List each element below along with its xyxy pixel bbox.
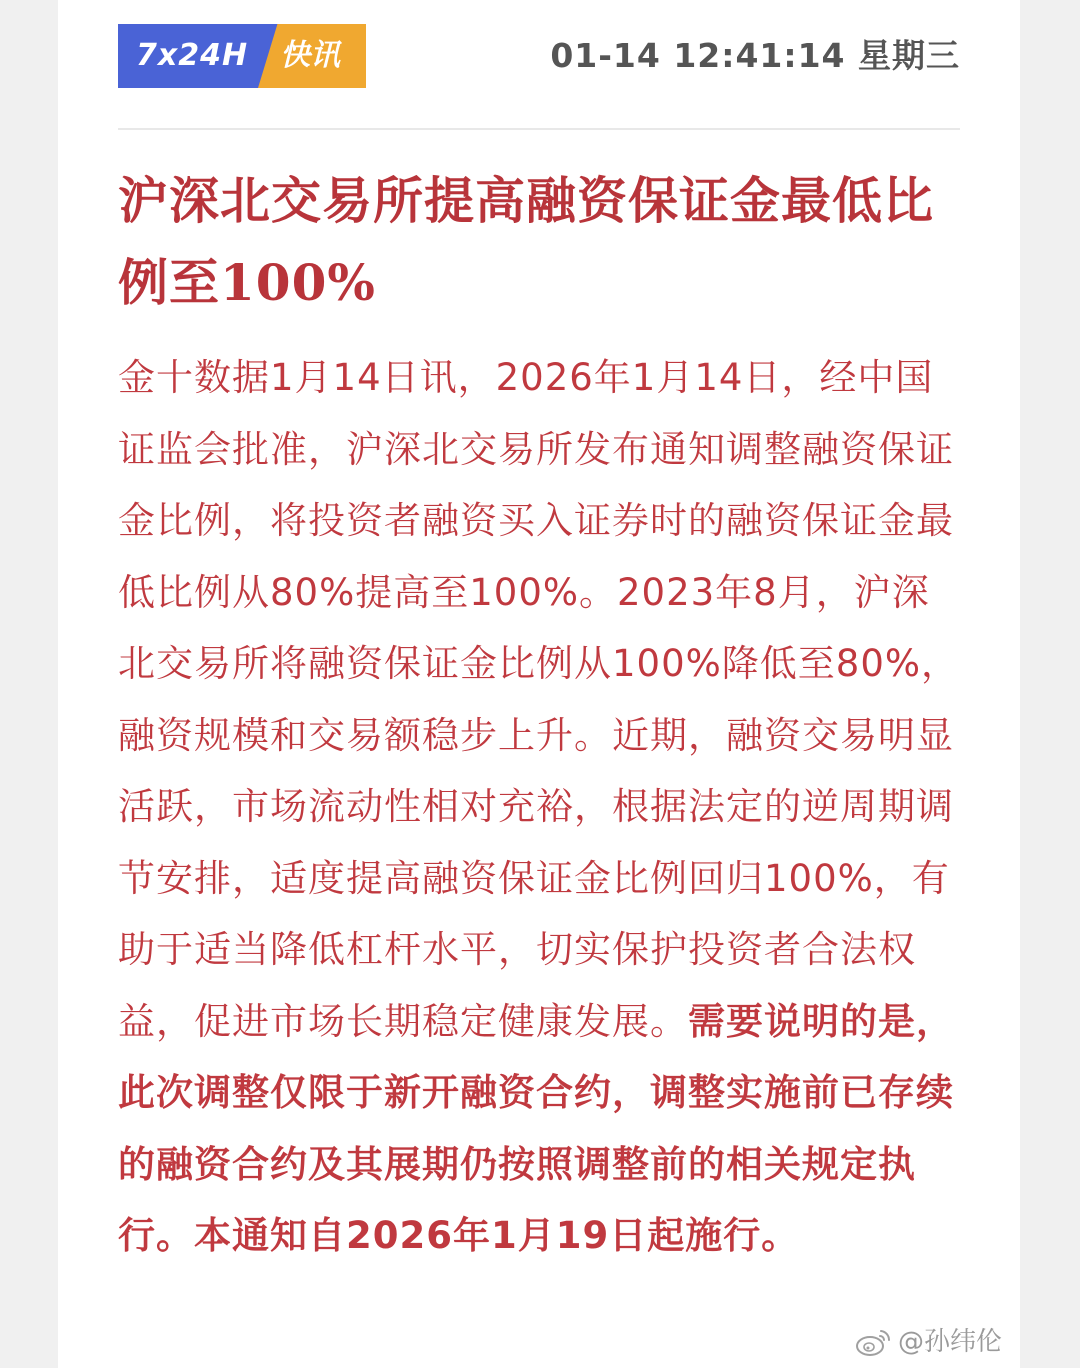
timestamp: 01-14 12:41:14 星期三 [550,36,960,75]
weibo-icon [854,1327,892,1357]
news-card [58,0,1020,1368]
badge-flash-label: 快讯 [280,38,340,73]
article-body-regular: 金十数据1月14日讯，2026年1月14日，经中国证监会批准，沪深北交易所发布通知调整融资保证金比例，将投资者融资买入证券时的融资保证金最低比例从80%提高至100%。2023年8月，沪深北交易所将融资保证金比例从100%降低至80%，融资规模和交易额稳步上升。近期，融资交易明显活跃，市场流动性相对充裕，根据法定的逆周期调节安排，适度提高融资保证金比例回归100%，有助于适当降低杠杆水平，切实保护投资者合法权益，促进市场长期稳定健康发展。 [118,356,960,1043]
watermark-text: @孙纬伦 [897,1327,1002,1357]
article-body [118,342,960,1272]
news-header [118,24,960,88]
article-title: 沪深北交易所提高融资保证金最低比例至100% [118,171,934,312]
header-divider [118,128,960,130]
watermark [854,1322,1002,1362]
article-body-bold: 需要说明的是，此次调整仅限于新开融资合约，调整实施前已存续的融资合约及其展期仍按照调整前的相关规定执行。本通知自2026年1月19日起施行。 [118,999,954,1257]
flash-news-badge [118,24,366,88]
badge-7x24h-label: 7x24H [136,38,249,73]
